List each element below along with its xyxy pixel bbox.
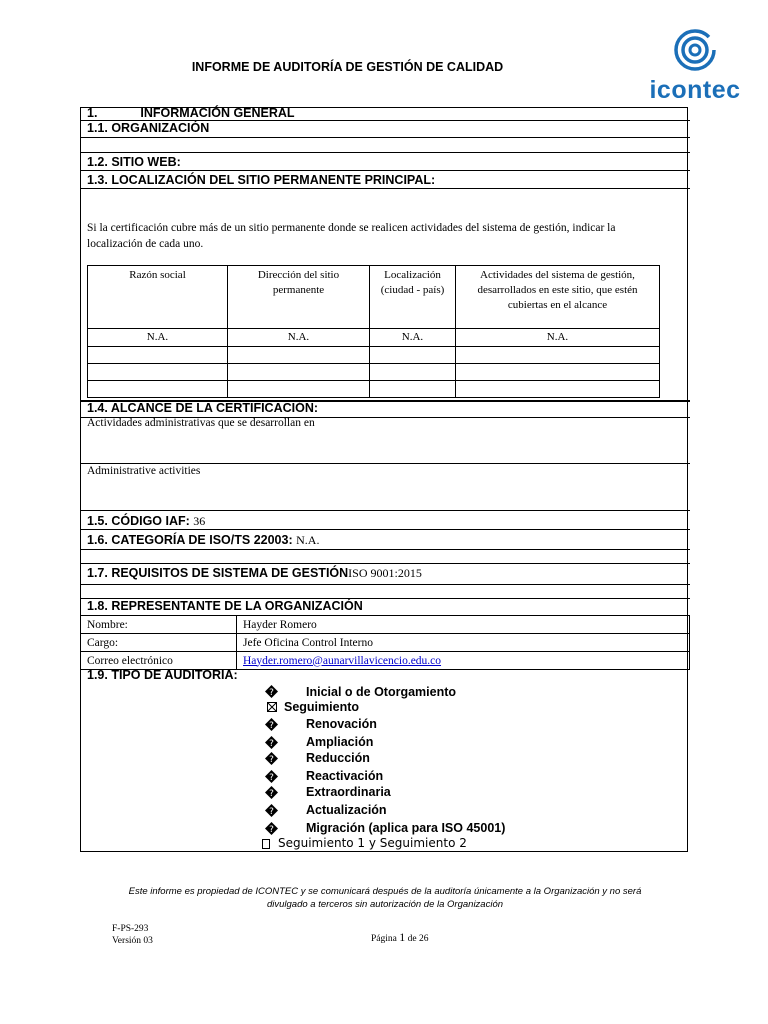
section-iaf-code <box>87 514 205 529</box>
page-current: 1 <box>399 930 406 944</box>
table-row <box>88 364 660 381</box>
divider <box>80 152 690 153</box>
section-scope-heading: 1.4. ALCANCE DE LA CERTIFICACIÓN: <box>87 401 319 415</box>
name-value: Hayder Romero <box>237 616 690 634</box>
empty-box-icon[interactable] <box>262 839 270 849</box>
divider <box>80 584 690 585</box>
iso-category-value: N.A. <box>296 533 320 547</box>
section-organization-heading: 1.1. ORGANIZACIÓN <box>87 121 210 135</box>
table-header: Localización (ciudad - país) <box>370 266 456 329</box>
iso-category-label: 1.6. CATEGORÍA DE ISO/TS 22003: <box>87 533 293 547</box>
notice-line: Este informe es propiedad de ICONTEC y se comunicará después de la auditoría únicamente a la Organización y no será <box>128 886 642 897</box>
svg-text:?: ? <box>269 825 274 835</box>
form-code-block <box>112 923 153 947</box>
divider <box>80 549 690 550</box>
divider <box>80 137 690 138</box>
table-header: Actividades del sistema de gestión, desarrollados en este sitio, que estén cubiertas en el alcance <box>456 266 660 329</box>
divider <box>80 170 690 171</box>
notice-line: divulgado a terceros sin autorización de la Organización <box>266 899 504 910</box>
diamond-bullet-icon <box>265 804 278 817</box>
section-website-heading: 1.2. SITIO WEB: <box>87 155 181 169</box>
table-cell <box>456 364 660 381</box>
audit-option-reduction: Reducción <box>306 751 370 765</box>
svg-text:?: ? <box>269 739 274 749</box>
section-iso-category <box>87 533 319 548</box>
diamond-bullet-icon <box>265 752 278 765</box>
iaf-code-label: 1.5. CÓDIGO IAF: <box>87 514 190 528</box>
diamond-bullet-icon <box>265 770 278 783</box>
table-header-row <box>88 266 660 329</box>
section-representative-heading: 1.8. REPRESENTANTE DE LA ORGANIZACIÓN <box>87 599 363 613</box>
audit-option-follow-up: Seguimiento <box>284 700 360 714</box>
table-cell <box>370 381 456 398</box>
diamond-bullet-icon <box>265 685 278 698</box>
form-version: Versión 03 <box>112 936 153 946</box>
table-cell <box>88 347 228 364</box>
diamond-bullet-icon <box>265 718 278 731</box>
location-note: Si la certificación cubre más de un sitio permanente donde se realicen actividades del sistema de gestión, indicar la localización de cada uno. <box>87 222 616 250</box>
table-cell <box>88 364 228 381</box>
svg-text:?: ? <box>269 688 274 698</box>
section-general-info-heading <box>87 106 295 120</box>
table-cell <box>228 381 370 398</box>
audit-option-extraordinary: Extraordinaria <box>306 785 391 799</box>
table-cell <box>456 381 660 398</box>
table-row <box>81 616 690 634</box>
scope-spanish: Actividades administrativas que se desarrollan en <box>87 417 315 429</box>
svg-text:?: ? <box>269 807 274 817</box>
location-table <box>87 265 660 398</box>
divider <box>80 463 690 464</box>
name-label: Nombre: <box>81 616 237 634</box>
scope-english: Administrative activities <box>87 465 201 477</box>
icontec-logo <box>640 28 750 106</box>
form-code: F-PS-293 <box>112 924 149 934</box>
page-total: de 26 <box>407 934 429 944</box>
document-title: INFORME DE AUDITORÍA DE GESTIÓN DE CALIDAD <box>191 60 504 74</box>
audit-option-update: Actualización <box>306 803 387 817</box>
svg-text:?: ? <box>269 755 274 765</box>
diamond-bullet-icon <box>265 786 278 799</box>
section-audit-type-heading: 1.9. TIPO DE AUDITORIA: <box>87 668 238 682</box>
email-link[interactable]: Hayder.romero@aunarvillavicencio.edu.co <box>243 654 442 667</box>
requirements-value: ISO 9001:2015 <box>348 566 422 580</box>
icontec-logo-icon <box>640 28 750 78</box>
table-row <box>81 652 690 670</box>
divider <box>80 529 690 530</box>
table-cell <box>370 364 456 381</box>
position-value: Jefe Oficina Control Interno <box>237 634 690 652</box>
divider <box>80 563 690 564</box>
section-location-heading: 1.3. LOCALIZACIÓN DEL SITIO PERMANENTE PRINCIPAL: <box>87 173 436 187</box>
requirements-label: 1.7. REQUISITOS DE SISTEMA DE GESTIÓN <box>87 566 349 580</box>
table-header: Dirección del sitio permanente <box>228 266 370 329</box>
iaf-code-value: 36 <box>193 514 206 528</box>
section-title: INFORMACIÓN GENERAL <box>140 106 295 120</box>
section-requirements <box>87 566 422 581</box>
table-cell <box>456 347 660 364</box>
table-cell: N.A. <box>370 329 456 347</box>
confidentiality-notice <box>90 885 680 911</box>
divider <box>80 188 690 189</box>
table-row <box>81 634 690 652</box>
checked-box-icon[interactable] <box>267 702 277 712</box>
diamond-bullet-icon <box>265 822 278 835</box>
table-cell: N.A. <box>88 329 228 347</box>
diamond-bullet-icon <box>265 736 278 749</box>
svg-text:?: ? <box>269 773 274 783</box>
position-label: Cargo: <box>81 634 237 652</box>
audit-option-renewal: Renovación <box>306 717 377 731</box>
table-cell <box>228 347 370 364</box>
general-info-frame <box>80 107 688 852</box>
email-label: Correo electrónico <box>81 652 237 670</box>
audit-option-extension: Ampliación <box>306 735 374 749</box>
table-cell <box>88 381 228 398</box>
table-row <box>88 381 660 398</box>
table-cell <box>370 347 456 364</box>
section-number: 1. <box>87 106 98 120</box>
table-cell: N.A. <box>228 329 370 347</box>
svg-text:?: ? <box>269 721 274 731</box>
table-header: Razón social <box>88 266 228 329</box>
page-label: Página <box>371 934 397 944</box>
table-row <box>88 347 660 364</box>
audit-option-migration: Migración (aplica para ISO 45001) <box>306 821 506 835</box>
divider <box>80 510 690 511</box>
page-number <box>371 930 428 945</box>
email-value <box>237 652 690 670</box>
audit-option-follow-up-1-2: Seguimiento 1 y Seguimiento 2 <box>278 836 467 850</box>
logo-wordmark: icontec <box>649 76 741 104</box>
svg-text:?: ? <box>269 789 274 799</box>
table-row <box>88 329 660 347</box>
table-cell <box>228 364 370 381</box>
representative-table <box>80 615 690 670</box>
table-cell: N.A. <box>456 329 660 347</box>
audit-option-initial: Inicial o de Otorgamiento <box>306 685 457 699</box>
audit-option-reactivation: Reactivación <box>306 769 384 783</box>
